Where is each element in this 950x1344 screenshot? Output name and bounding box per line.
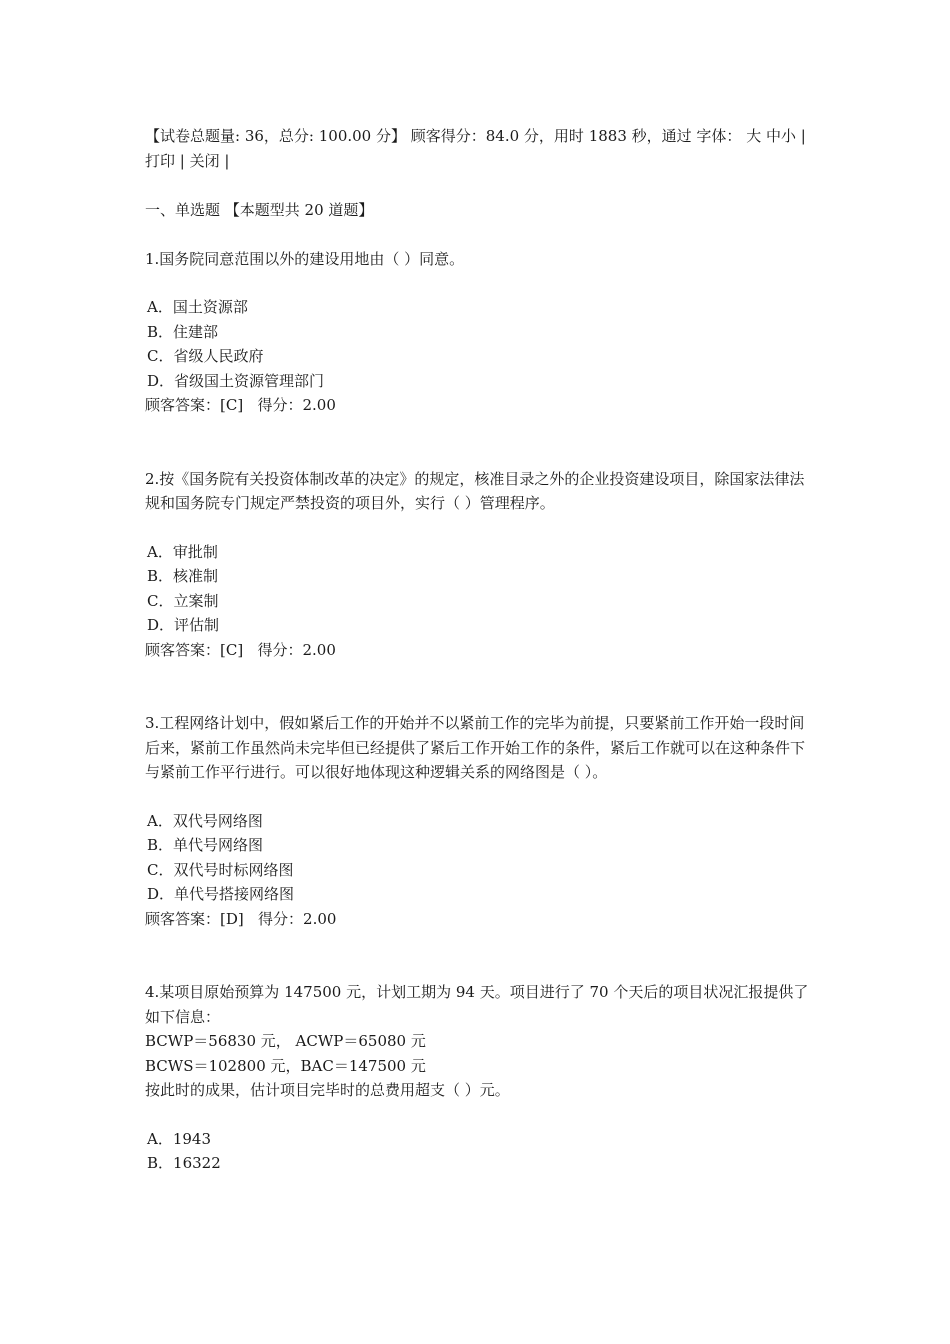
- option-list: [145, 295, 810, 393]
- question-stem: 4.某项目原始预算为 147500 元，计划工期为 94 天。项目进行了 70 个天后的项目状况汇报提供了如下信息：: [145, 983, 809, 1026]
- section-title: 一、单选题 【本题型共 20 道题】: [145, 201, 374, 219]
- option-d: D．评估制: [147, 616, 220, 634]
- question-1: [145, 247, 810, 418]
- question-prompt-line: 按此时的成果，估计项目完毕时的总费用超支（ ）元。: [145, 1081, 510, 1099]
- separator: |: [175, 151, 190, 170]
- option-a: A．国土资源部: [147, 298, 248, 316]
- print-link[interactable]: 打印: [145, 151, 176, 170]
- font-medium-link[interactable]: 中: [765, 127, 781, 145]
- option-b: B．核准制: [147, 567, 219, 585]
- question-3: [145, 711, 810, 931]
- option-a: A．审批制: [147, 542, 218, 561]
- customer-answer: 顾客答案：[D] 得分：2.00: [145, 909, 337, 928]
- customer-answer: 顾客答案：[C] 得分：2.00: [145, 396, 336, 414]
- option-a: A．1943: [147, 1129, 212, 1148]
- option-list: [145, 809, 810, 907]
- question-stem: 3.工程网络计划中，假如紧后工作的开始并不以紧前工作的完毕为前提，只要紧前工作开始一段时间后来，紧前工作虽然尚未完毕但已经提供了紧后工作开始工作的条件，紧后工作就可以在这种条件下与紧前工作平行进行。可以很好地体现这种逻辑关系的网络图是（ ）。: [145, 714, 806, 781]
- option-b: B．单代号网络图: [147, 836, 264, 854]
- font-small-link[interactable]: 小: [781, 127, 797, 145]
- option-b: B．住建部: [147, 322, 219, 341]
- question-stem: 1.国务院同意范围以外的建设用地由（ ）同意。: [145, 249, 465, 268]
- option-d: D．省级国土资源管理部门: [147, 371, 325, 390]
- question-4: [145, 980, 810, 1176]
- question-stem: 2.按《国务院有关投资体制改革的决定》的规定，核准目录之外的企业投资建设项目，除国家法律法规和国务院专门规定严禁投资的项目外，实行（ ）管理程序。: [145, 469, 805, 512]
- option-c: C．立案制: [147, 591, 219, 610]
- option-list: [145, 1127, 810, 1176]
- font-large-link[interactable]: 大: [746, 127, 762, 145]
- question-data-line: BCWS＝102800 元，BAC＝147500 元: [145, 1056, 426, 1075]
- option-c: C．双代号时标网络图: [147, 860, 294, 879]
- exam-page: [145, 124, 810, 1176]
- option-list: [145, 540, 810, 638]
- customer-answer: 顾客答案：[C] 得分：2.00: [145, 640, 336, 659]
- question-2: [145, 467, 810, 663]
- close-link[interactable]: 关闭: [189, 151, 220, 170]
- option-a: A．双代号网络图: [147, 811, 263, 830]
- option-c: C．省级人民政府: [147, 347, 264, 365]
- exam-header: [145, 124, 810, 173]
- option-d: D．单代号搭接网络图: [147, 885, 295, 903]
- option-b: B．16322: [147, 1154, 221, 1172]
- exam-summary: 【试卷总题量: 36，总分: 100.00 分】 顾客得分：84.0 分，用时 1883 秒，通过 字体：: [145, 127, 742, 145]
- separator: |: [796, 127, 806, 145]
- separator: |: [219, 151, 230, 170]
- question-data-line: BCWP＝56830 元， ACWP＝65080 元: [145, 1032, 426, 1050]
